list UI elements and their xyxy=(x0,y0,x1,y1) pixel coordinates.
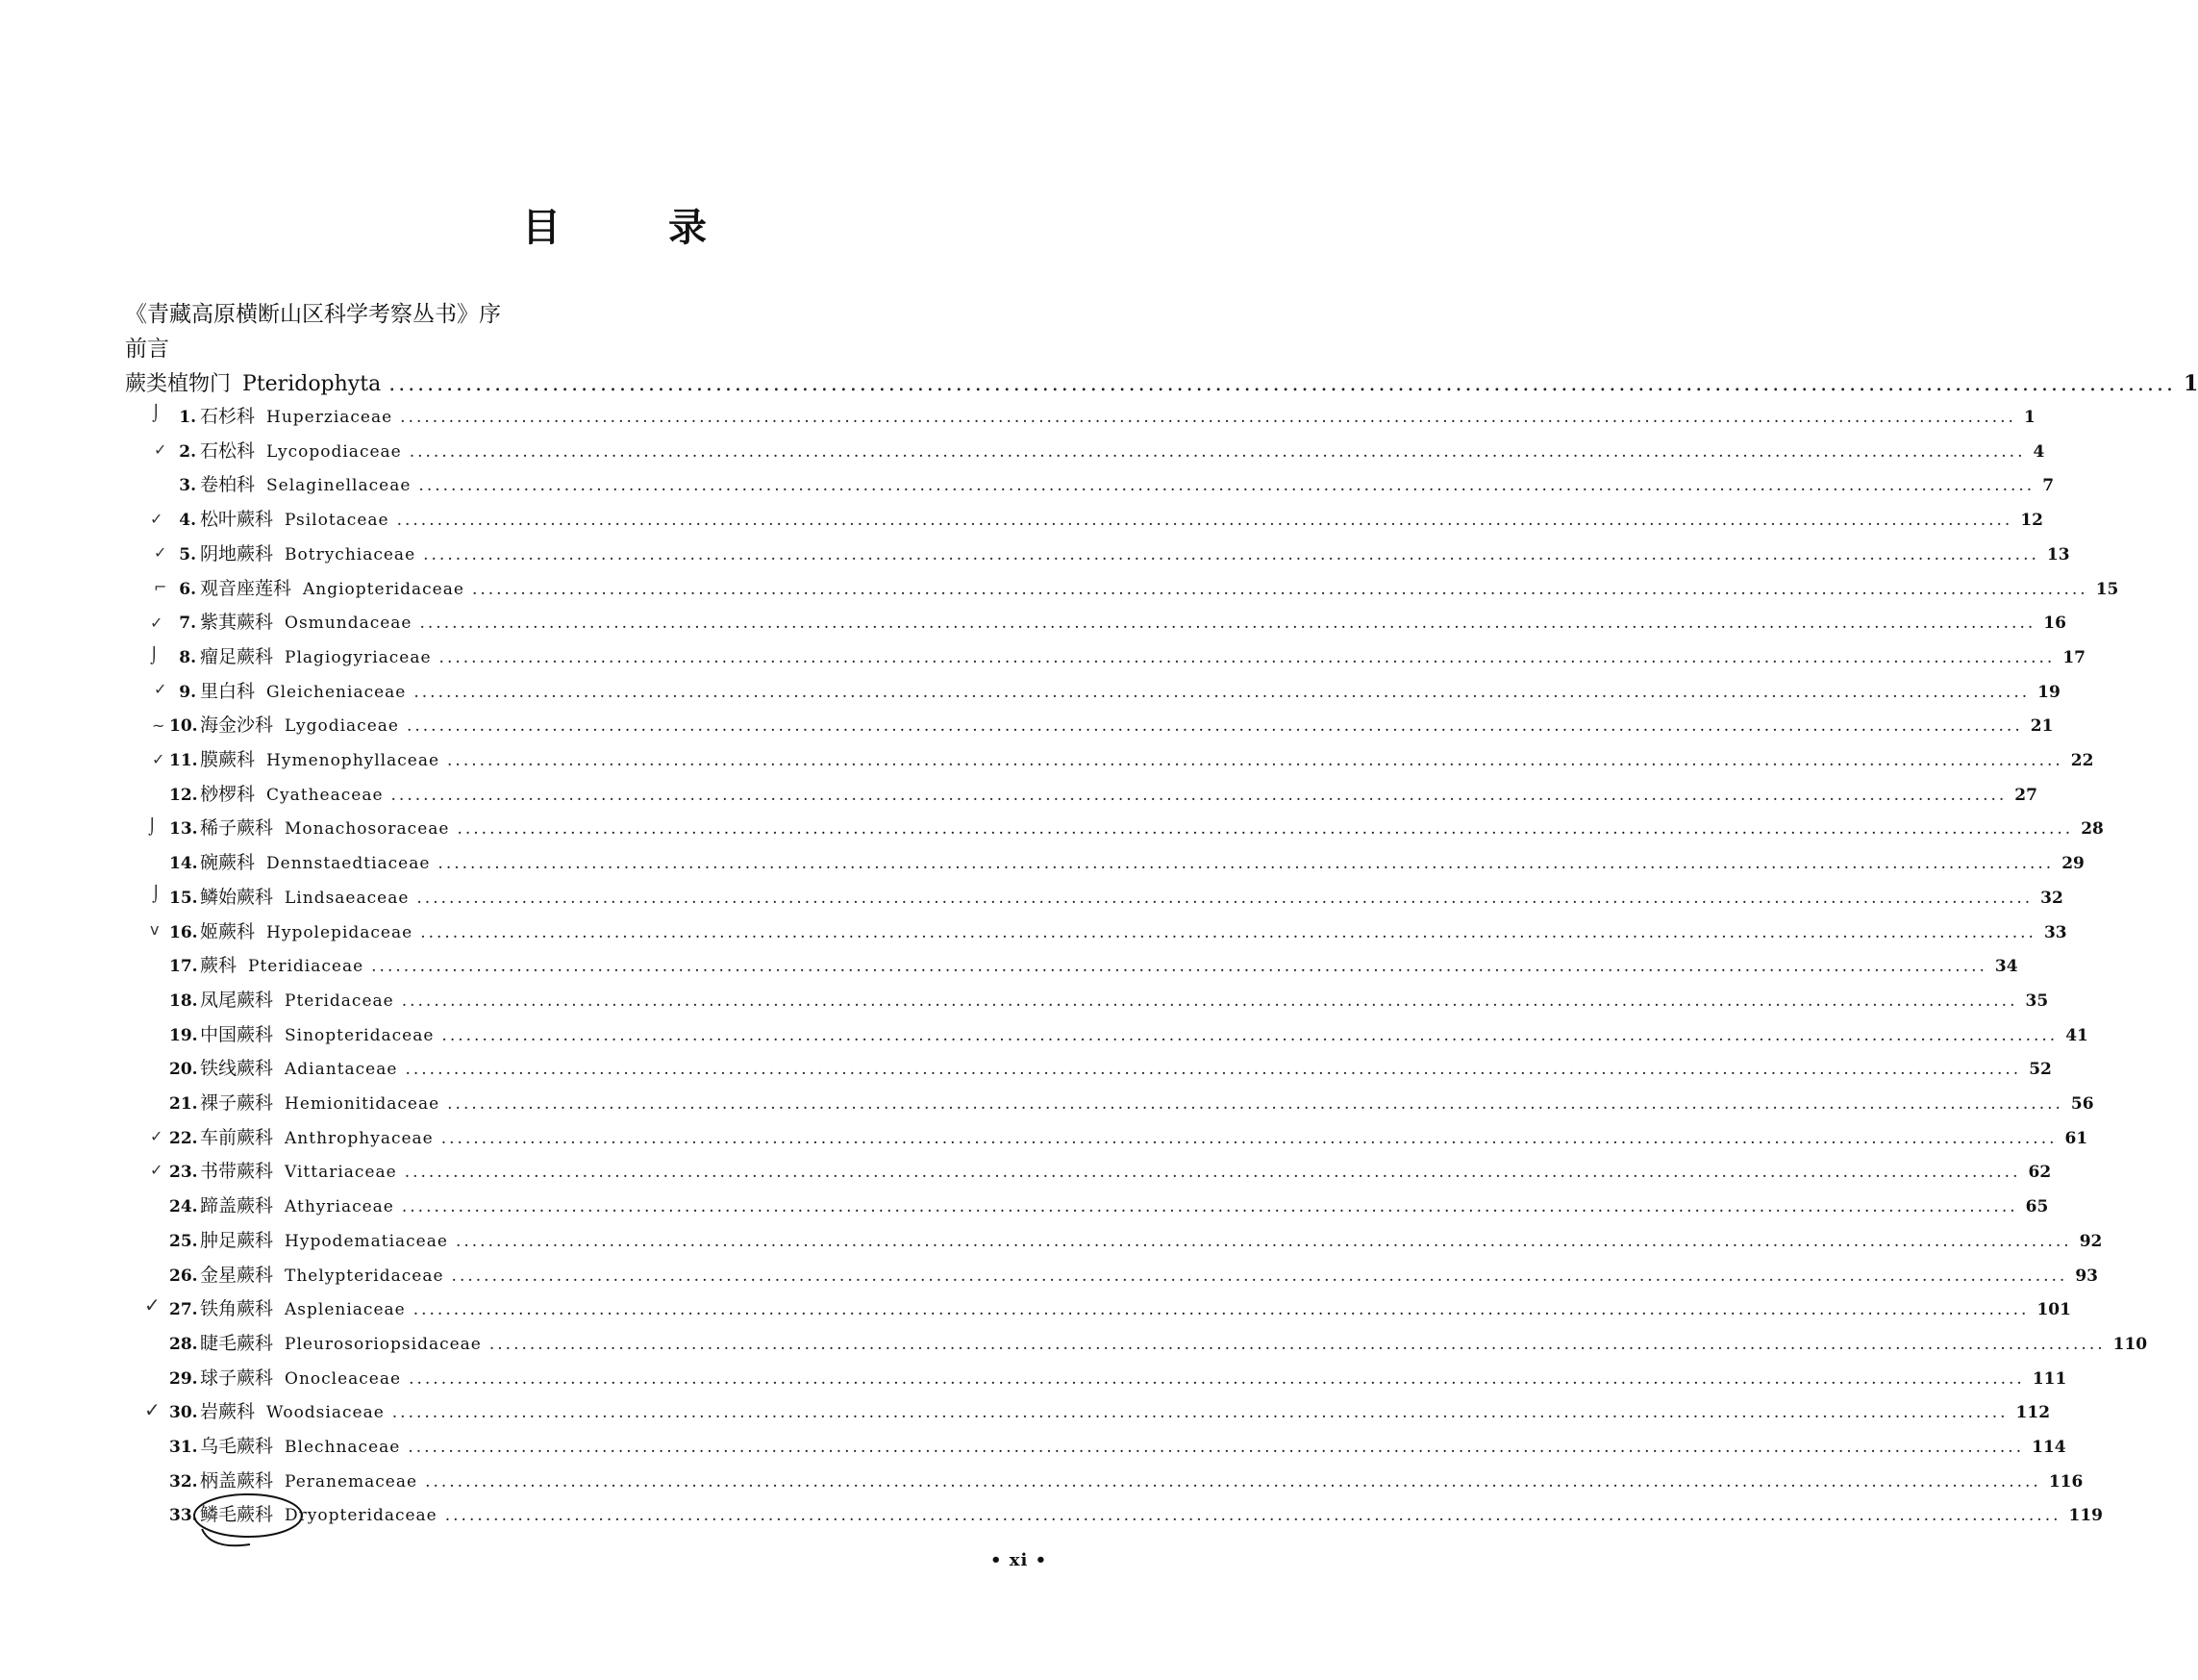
entry-latin-name: Hymenophyllaceae xyxy=(266,751,440,770)
entry-page-number: 27 xyxy=(2014,785,2037,805)
toc-entry[interactable] xyxy=(169,1054,2052,1089)
leader-dots: ........................................................................................................................................................................................................ xyxy=(391,1403,2009,1423)
leader-dots: ........................................................................................................................................................................................................ xyxy=(437,854,2055,874)
leader-dots: ........................................................................................................................................................................................................ xyxy=(413,682,2031,702)
entry-page-number: 101 xyxy=(2036,1300,2071,1320)
entry-latin-name: Psilotaceae xyxy=(285,511,389,531)
toc-entry[interactable] xyxy=(169,505,2044,539)
leader-dots: ........................................................................................................................................................................................................ xyxy=(408,1438,2025,1457)
entry-page-number: 33 xyxy=(2043,922,2067,942)
check-mark: ⌡ xyxy=(152,404,161,422)
toc-entry[interactable] xyxy=(169,1467,2084,1501)
toc-entry[interactable] xyxy=(169,1157,2052,1191)
entry-page-number: 56 xyxy=(2070,1094,2094,1114)
entry-number: 33. xyxy=(169,1506,198,1526)
entry-chinese-name: 柄盖蕨科 xyxy=(200,1469,274,1492)
entry-chinese-name: 里白科 xyxy=(200,680,256,702)
entry-chinese-name: 鳞始蕨科 xyxy=(200,886,274,908)
leader-dots: .......................................................................................................................................................................................... xyxy=(388,372,2176,396)
entry-number: 14. xyxy=(169,854,198,874)
leader-dots: ........................................................................................................................................................................................................ xyxy=(409,441,2026,462)
entry-page-number: 15 xyxy=(2095,579,2119,599)
entry-page-number: 41 xyxy=(2065,1025,2088,1045)
check-mark: ✓ xyxy=(150,1161,163,1179)
toc-entry[interactable] xyxy=(169,711,2054,745)
entry-chinese-name: 蕨科 xyxy=(200,955,237,977)
entry-page-number: 119 xyxy=(2068,1506,2104,1526)
entry-latin-name: Woodsiaceae xyxy=(266,1403,385,1423)
entry-page-number: 35 xyxy=(2025,990,2049,1011)
toc-entry[interactable] xyxy=(169,1191,2049,1226)
entry-number: 21. xyxy=(169,1094,198,1114)
entry-chinese-name: 凤尾蕨科 xyxy=(200,989,274,1011)
entry-chinese-name: 中国蕨科 xyxy=(200,1023,274,1045)
entry-number: 16. xyxy=(169,922,198,942)
entry-latin-name: Thelypteridaceae xyxy=(285,1266,444,1286)
entry-chinese-name: 球子蕨科 xyxy=(200,1367,274,1389)
toc-entry[interactable] xyxy=(169,402,2036,437)
entry-chinese-name: 稀子蕨科 xyxy=(200,817,274,840)
toc-entry[interactable] xyxy=(169,1020,2088,1055)
entry-page-number: 21 xyxy=(2030,716,2054,737)
toc-entry[interactable] xyxy=(169,883,2063,917)
entry-number: 8. xyxy=(179,647,196,667)
leader-dots: ........................................................................................................................................................................................................ xyxy=(401,990,2018,1011)
entry-latin-name: Sinopteridaceae xyxy=(285,1025,435,1045)
check-mark: v xyxy=(150,920,160,939)
entry-number: 13. xyxy=(169,819,198,840)
leader-dots: ........................................................................................................................................................................................................ xyxy=(444,1506,2061,1526)
entry-latin-name: Pleurosoriopsidaceae xyxy=(285,1334,482,1354)
entry-chinese-name: 金星蕨科 xyxy=(200,1264,274,1286)
entry-page-number: 110 xyxy=(2112,1334,2148,1354)
entry-latin-name: Hypolepidaceae xyxy=(266,922,413,942)
entry-number: 24. xyxy=(169,1197,198,1217)
toc-entry[interactable] xyxy=(169,608,2066,642)
entry-number: 2. xyxy=(179,441,196,462)
entry-latin-name: Lindsaeaceae xyxy=(285,888,410,908)
leader-dots: ........................................................................................................................................................................................................ xyxy=(412,1300,2030,1320)
entry-chinese-name: 姬蕨科 xyxy=(200,920,256,942)
entry-page-number: 17 xyxy=(2062,647,2086,667)
entry-chinese-name: 车前蕨科 xyxy=(200,1126,274,1148)
entry-latin-name: Monachosoraceae xyxy=(285,819,450,840)
toc-entry[interactable] xyxy=(169,745,2094,780)
entry-number: 1. xyxy=(179,408,196,427)
check-mark: ⌡ xyxy=(148,817,157,836)
check-mark: ✓ xyxy=(154,440,167,459)
entry-latin-name: Pteridaceae xyxy=(285,990,394,1011)
check-mark: ✓ xyxy=(144,1398,161,1421)
check-mark: ✓ xyxy=(154,680,167,698)
entry-number: 20. xyxy=(169,1060,198,1080)
entry-latin-name: Pteridiaceae xyxy=(248,957,364,977)
leader-dots: ........................................................................................................................................................................................................ xyxy=(400,408,2016,427)
foreword-label: 前言 xyxy=(125,337,169,362)
entry-number: 32. xyxy=(169,1471,198,1492)
leader-dots: ........................................................................................................................................................................................................ xyxy=(441,1025,2059,1045)
entry-number: 22. xyxy=(169,1128,198,1148)
entry-page-number: 1 xyxy=(2023,408,2036,427)
leader-dots: ........................................................................................................................................................................................................ xyxy=(425,1471,2041,1492)
entry-latin-name: Dennstaedtiaceae xyxy=(266,854,431,874)
toc-entry[interactable] xyxy=(169,539,2070,574)
entry-number: 27. xyxy=(169,1300,198,1320)
entry-chinese-name: 石杉科 xyxy=(200,406,256,427)
entry-number: 11. xyxy=(169,751,198,770)
preface-line-series xyxy=(125,296,501,331)
entry-chinese-name: 阴地蕨科 xyxy=(200,542,274,564)
leader-dots: ........................................................................................................................................................................................................ xyxy=(447,751,2063,770)
entry-page-number: 92 xyxy=(2079,1231,2103,1251)
entry-page-number: 22 xyxy=(2070,751,2094,770)
entry-latin-name: Botrychiaceae xyxy=(285,544,416,564)
leader-dots: ........................................................................................................................................................................................................ xyxy=(405,1060,2022,1080)
toc-entry[interactable] xyxy=(169,814,2104,848)
entry-chinese-name: 石松科 xyxy=(200,439,256,462)
entry-page-number: 111 xyxy=(2032,1368,2067,1389)
leader-dots: ........................................................................................................................................................................................................ xyxy=(440,1128,2058,1148)
entry-chinese-name: 岩蕨科 xyxy=(200,1401,256,1423)
entry-latin-name: Vittariaceae xyxy=(285,1163,397,1183)
entry-page-number: 65 xyxy=(2025,1197,2049,1217)
check-mark: ✓ xyxy=(150,510,163,528)
entry-number: 19. xyxy=(169,1025,198,1045)
toc-entry[interactable] xyxy=(169,1226,2103,1261)
check-mark: ✓ xyxy=(152,750,165,768)
preface-line-foreword xyxy=(125,331,169,365)
leader-dots: ........................................................................................................................................................................................................ xyxy=(438,647,2056,667)
check-mark: ~ xyxy=(152,716,165,735)
entry-page-number: 61 xyxy=(2064,1128,2088,1148)
entry-latin-name: Angiopteridaceae xyxy=(303,579,464,599)
entry-chinese-name: 肿足蕨科 xyxy=(200,1229,274,1251)
entry-number: 18. xyxy=(169,990,198,1011)
page-folio: • xi • xyxy=(990,1550,1048,1570)
entry-page-number: 7 xyxy=(2042,476,2055,496)
entry-page-number: 4 xyxy=(2033,441,2045,462)
leader-dots: ........................................................................................................................................................................................................ xyxy=(390,785,2008,805)
toc-entry[interactable] xyxy=(169,1294,2071,1329)
entry-latin-name: Lycopodiaceae xyxy=(266,441,402,462)
entry-chinese-name: 鳞毛蕨科 xyxy=(200,1504,274,1526)
toc-entry[interactable] xyxy=(169,1329,2148,1364)
entry-page-number: 62 xyxy=(2028,1163,2052,1183)
toc-entry[interactable] xyxy=(169,574,2119,609)
entry-number: 12. xyxy=(169,785,198,805)
check-mark: ⌡ xyxy=(152,885,161,903)
toc-entry[interactable] xyxy=(169,951,2018,986)
entry-chinese-name: 铁线蕨科 xyxy=(200,1058,274,1080)
leader-dots: ........................................................................................................................................................................................................ xyxy=(406,716,2023,737)
entry-latin-name: Lygodiaceae xyxy=(285,716,399,737)
leader-dots: ........................................................................................................................................................................................................ xyxy=(471,579,2088,599)
toc-entry[interactable] xyxy=(169,437,2045,471)
entry-number: 30. xyxy=(169,1403,198,1423)
toc-entry[interactable] xyxy=(169,917,2067,952)
leader-dots: ........................................................................................................................................................................................................ xyxy=(447,1094,2063,1114)
entry-page-number: 13 xyxy=(2046,544,2070,564)
entry-chinese-name: 睫毛蕨科 xyxy=(200,1332,274,1354)
toc-entry[interactable] xyxy=(169,677,2061,712)
entry-page-number: 116 xyxy=(2048,1471,2084,1492)
leader-dots: ........................................................................................................................................................................................................ xyxy=(371,957,1987,977)
entry-latin-name: Anthrophyaceae xyxy=(285,1128,434,1148)
entry-number: 9. xyxy=(179,682,196,702)
toc-entry[interactable] xyxy=(169,1432,2066,1467)
entry-chinese-name: 膜蕨科 xyxy=(200,749,256,770)
section-zh: 蕨类植物门 xyxy=(125,372,232,396)
check-mark: ✓ xyxy=(154,543,167,562)
entry-number: 10. xyxy=(169,716,198,737)
check-mark: ⌐ xyxy=(154,578,167,596)
leader-dots: ........................................................................................................................................................................................................ xyxy=(455,1231,2072,1251)
entry-page-number: 93 xyxy=(2075,1266,2098,1286)
entry-chinese-name: 海金沙科 xyxy=(200,715,274,737)
entry-latin-name: Blechnaceae xyxy=(285,1438,401,1457)
entry-page-number: 114 xyxy=(2032,1438,2066,1457)
entry-chinese-name: 乌毛蕨科 xyxy=(200,1436,274,1457)
entry-latin-name: Hypodematiaceae xyxy=(285,1231,448,1251)
entry-number: 4. xyxy=(179,511,196,531)
toc-entry[interactable] xyxy=(169,1500,2104,1535)
entry-page-number: 28 xyxy=(2081,819,2104,840)
entry-chinese-name: 碗蕨科 xyxy=(200,852,256,874)
entry-page-number: 29 xyxy=(2061,854,2085,874)
title-char-1: 目 xyxy=(522,206,562,250)
entry-page-number: 16 xyxy=(2043,614,2066,634)
toc-entry[interactable] xyxy=(169,1261,2098,1295)
entry-number: 25. xyxy=(169,1231,198,1251)
toc-entry[interactable] xyxy=(169,1397,2051,1432)
series-preface-label: 《青藏高原横断山区科学考察丛书》序 xyxy=(125,302,501,327)
section-heading xyxy=(125,367,2198,402)
entry-chinese-name: 裸子蕨科 xyxy=(200,1092,274,1114)
entry-number: 3. xyxy=(179,476,196,496)
section-la: Pteridophyta xyxy=(242,372,382,396)
toc-entry[interactable] xyxy=(169,848,2085,883)
leader-dots: ........................................................................................................................................................................................................ xyxy=(404,1163,2021,1183)
leader-dots: ........................................................................................................................................................................................................ xyxy=(420,922,2036,942)
entry-chinese-name: 桫椤科 xyxy=(200,783,256,805)
entry-number: 26. xyxy=(169,1266,198,1286)
entry-chinese-name: 铁角蕨科 xyxy=(200,1298,274,1320)
check-mark: ✓ xyxy=(150,1127,163,1145)
toc-entry[interactable] xyxy=(169,470,2055,505)
entry-latin-name: Athyriaceae xyxy=(285,1197,394,1217)
leader-dots: ........................................................................................................................................................................................................ xyxy=(451,1266,2068,1286)
leader-dots: ........................................................................................................................................................................................................ xyxy=(401,1197,2018,1217)
leader-dots: ........................................................................................................................................................................................................ xyxy=(396,511,2013,531)
toc-entry[interactable] xyxy=(169,1364,2067,1398)
leader-dots: ........................................................................................................................................................................................................ xyxy=(419,614,2036,634)
entry-latin-name: Huperziaceae xyxy=(266,408,393,427)
entry-number: 7. xyxy=(179,614,196,634)
entry-page-number: 112 xyxy=(2015,1403,2051,1423)
entry-latin-name: Cyatheaceae xyxy=(266,785,384,805)
entry-latin-name: Plagiogyriaceae xyxy=(285,647,432,667)
check-mark: ✓ xyxy=(144,1293,161,1316)
entry-chinese-name: 蹄盖蕨科 xyxy=(200,1195,274,1217)
entry-number: 23. xyxy=(169,1163,198,1183)
leader-dots: ........................................................................................................................................................................................................ xyxy=(416,888,2034,908)
entry-number: 31. xyxy=(169,1438,198,1457)
entry-number: 17. xyxy=(169,957,198,977)
entry-latin-name: Hemionitidaceae xyxy=(285,1094,440,1114)
entry-number: 6. xyxy=(179,579,196,599)
entry-chinese-name: 卷柏科 xyxy=(200,474,256,496)
leader-dots: ........................................................................................................................................................................................................ xyxy=(457,819,2074,840)
entry-chinese-name: 松叶蕨科 xyxy=(200,509,274,531)
toc-entry[interactable] xyxy=(169,780,2037,815)
entry-latin-name: Selaginellaceae xyxy=(266,476,412,496)
entry-latin-name: Osmundaceae xyxy=(285,614,412,634)
leader-dots: ........................................................................................................................................................................................................ xyxy=(418,476,2036,496)
entry-page-number: 19 xyxy=(2037,682,2061,702)
entry-chinese-name: 紫萁蕨科 xyxy=(200,612,274,634)
page-title xyxy=(0,197,1231,252)
entry-page-number: 12 xyxy=(2020,511,2044,531)
leader-dots: ........................................................................................................................................................................................................ xyxy=(423,544,2039,564)
check-mark: ✓ xyxy=(150,614,163,632)
toc-entry[interactable] xyxy=(169,642,2086,677)
entry-number: 5. xyxy=(179,544,196,564)
entry-latin-name: Gleicheniaceae xyxy=(266,682,407,702)
toc-entry[interactable] xyxy=(169,1123,2088,1158)
entry-page-number: 52 xyxy=(2029,1060,2052,1080)
entry-latin-name: Onocleaceae xyxy=(285,1368,402,1389)
leader-dots: ........................................................................................................................................................................................................ xyxy=(409,1368,2025,1389)
entry-latin-name: Dryopteridaceae xyxy=(285,1506,437,1526)
entry-latin-name: Peranemaceae xyxy=(285,1471,418,1492)
toc-entry[interactable] xyxy=(169,986,2049,1020)
entry-number: 29. xyxy=(169,1368,198,1389)
leader-dots: ........................................................................................................................................................................................................ xyxy=(488,1334,2106,1354)
title-char-2: 录 xyxy=(668,206,709,250)
section-page: 1 xyxy=(2183,371,2198,396)
entry-page-number: 32 xyxy=(2040,888,2063,908)
entry-number: 15. xyxy=(169,888,198,908)
entry-chinese-name: 瘤足蕨科 xyxy=(200,645,274,667)
entry-number: 28. xyxy=(169,1334,198,1354)
entry-latin-name: Adiantaceae xyxy=(285,1060,398,1080)
entry-chinese-name: 书带蕨科 xyxy=(200,1161,274,1183)
toc-entry[interactable] xyxy=(169,1089,2094,1123)
entry-chinese-name: 观音座莲科 xyxy=(200,577,292,599)
entry-page-number: 34 xyxy=(1994,957,2018,977)
check-mark: ⌡ xyxy=(150,646,159,664)
entry-latin-name: Aspleniaceae xyxy=(285,1300,406,1320)
